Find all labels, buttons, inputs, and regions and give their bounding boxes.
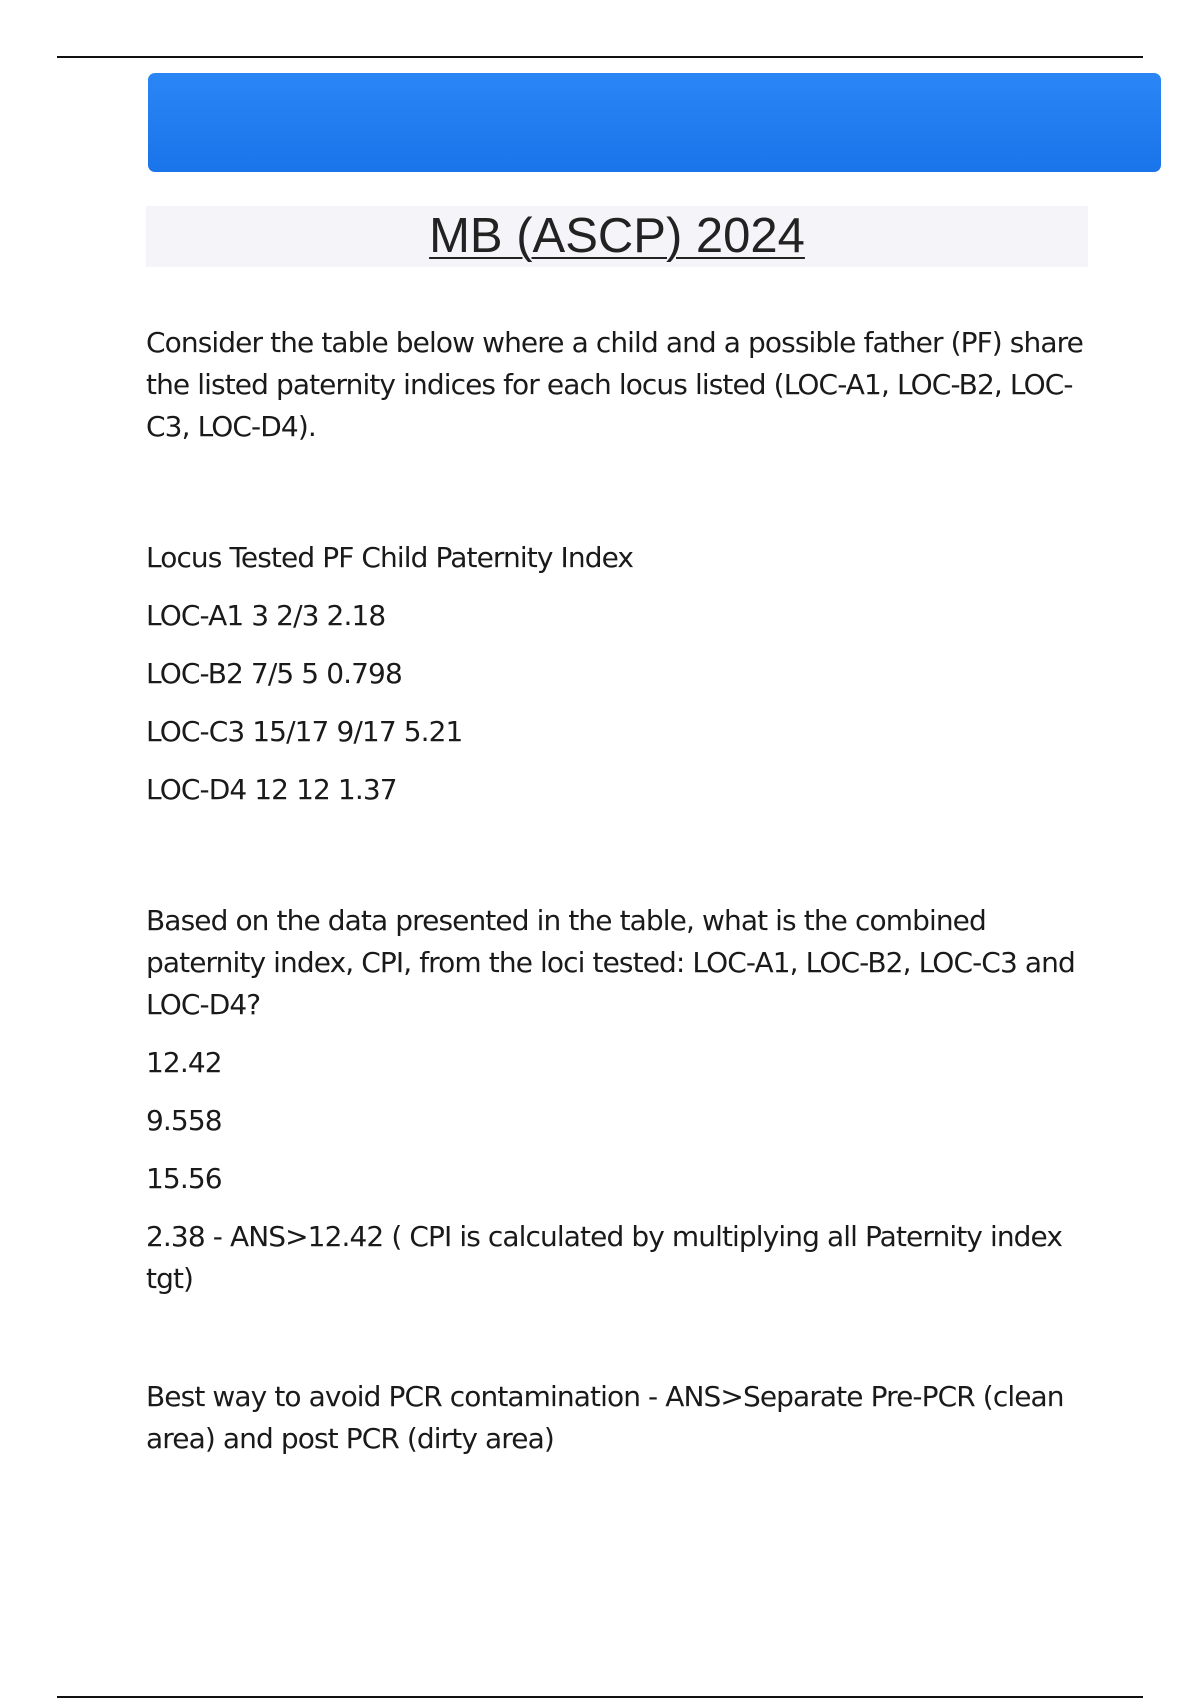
title-band [146,206,1088,267]
page-title: MB (ASCP) 2024 [429,209,805,263]
answer-option: 15.56 [146,1162,222,1195]
answer-option: 9.558 [146,1104,222,1137]
document-body [146,322,1096,1460]
answer-option: 12.42 [146,1046,222,1079]
pcr-note: Best way to avoid PCR contamination - ANS>Separate Pre-PCR (clean area) and post PCR (dirty area) [146,1380,1064,1455]
table-header: Locus Tested PF Child Paternity Index [146,541,634,574]
question-text: Based on the data presented in the table, what is the combined paternity index, CPI, from the loci tested: LOC-A1, LOC-B2, LOC-C3 and LOC-D4? [146,904,1075,1021]
table-row: LOC-D4 12 12 1.37 [146,773,397,806]
table-row: LOC-B2 7/5 5 0.798 [146,657,402,690]
top-rule [57,56,1143,58]
header-banner [148,73,1161,172]
bottom-rule [57,1696,1143,1698]
table-row: LOC-C3 15/17 9/17 5.21 [146,715,463,748]
answer-option: 2.38 - ANS>12.42 ( CPI is calculated by multiplying all Paternity index tgt) [146,1220,1063,1295]
table-row: LOC-A1 3 2/3 2.18 [146,599,386,632]
intro-paragraph: Consider the table below where a child and a possible father (PF) share the listed paternity indices for each locus listed (LOC-A1, LOC-B2, LOC-C3, LOC-D4). [146,326,1083,443]
